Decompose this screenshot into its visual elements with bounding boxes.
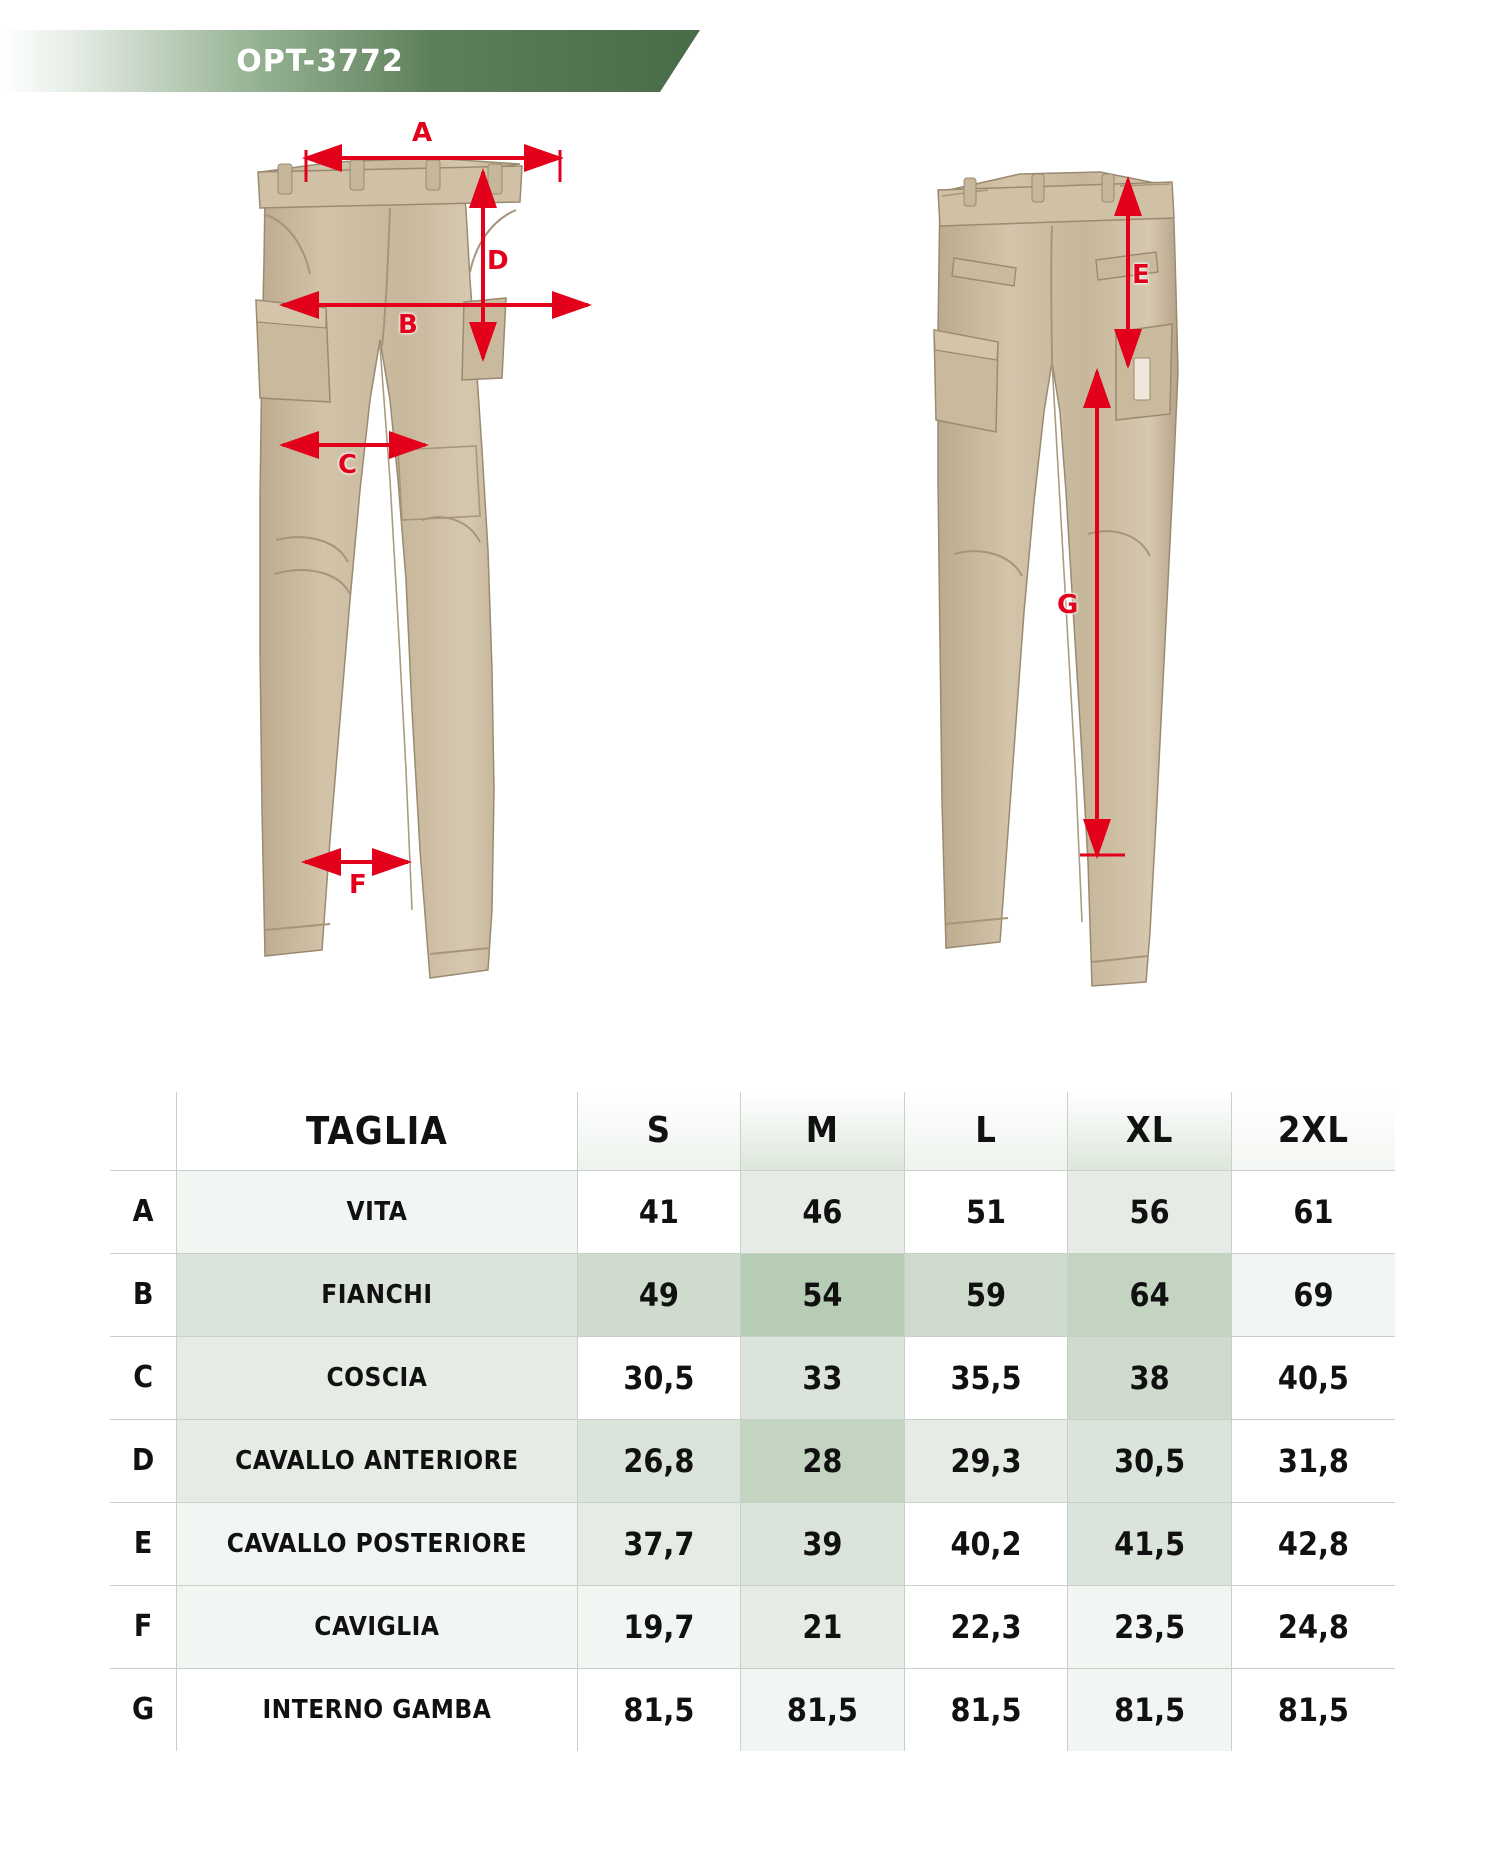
cell-c-xl: 38 <box>1068 1336 1232 1419</box>
header-size-xl: XL <box>1068 1092 1232 1170</box>
header-size-m: M <box>741 1092 905 1170</box>
header-banner <box>0 30 700 92</box>
row-code-g: G <box>110 1668 177 1751</box>
table-row <box>110 1253 1395 1336</box>
cell-d-m: 28 <box>741 1419 905 1502</box>
row-name-cavallo-anteriore: CAVALLO ANTERIORE <box>177 1419 577 1502</box>
cell-c-2xl: 40,5 <box>1231 1336 1395 1419</box>
cell-f-l: 22,3 <box>904 1585 1068 1668</box>
table-row <box>110 1170 1395 1253</box>
cell-f-2xl: 24,8 <box>1231 1585 1395 1668</box>
table-header-row <box>110 1092 1395 1170</box>
row-name-interno-gamba: INTERNO GAMBA <box>177 1668 577 1751</box>
dimension-label-c: C <box>338 450 358 480</box>
cell-b-s: 49 <box>577 1253 741 1336</box>
cell-f-xl: 23,5 <box>1068 1585 1232 1668</box>
cell-f-s: 19,7 <box>577 1585 741 1668</box>
row-name-vita: VITA <box>177 1170 577 1253</box>
cell-b-2xl: 69 <box>1231 1253 1395 1336</box>
header-size-s: S <box>577 1092 741 1170</box>
row-code-a: A <box>110 1170 177 1253</box>
table-row <box>110 1668 1395 1751</box>
header-size-2xl: 2XL <box>1231 1092 1395 1170</box>
cell-f-m: 21 <box>741 1585 905 1668</box>
cell-c-m: 33 <box>741 1336 905 1419</box>
cell-b-m: 54 <box>741 1253 905 1336</box>
row-name-fianchi: FIANCHI <box>177 1253 577 1336</box>
cell-d-s: 26,8 <box>577 1419 741 1502</box>
row-name-coscia: COSCIA <box>177 1336 577 1419</box>
cell-d-2xl: 31,8 <box>1231 1419 1395 1502</box>
size-table-body <box>110 1170 1395 1751</box>
row-name-cavallo-posteriore: CAVALLO POSTERIORE <box>177 1502 577 1585</box>
header-taglia: TAGLIA <box>177 1092 577 1170</box>
row-code-f: F <box>110 1585 177 1668</box>
table-row <box>110 1419 1395 1502</box>
cell-c-l: 35,5 <box>904 1336 1068 1419</box>
measurement-arrows-overlay <box>0 100 1500 1090</box>
cell-b-l: 59 <box>904 1253 1068 1336</box>
cell-e-2xl: 42,8 <box>1231 1502 1395 1585</box>
size-table-head <box>110 1092 1395 1170</box>
dimension-label-d: D <box>487 246 509 276</box>
header-size-l: L <box>904 1092 1068 1170</box>
row-code-c: C <box>110 1336 177 1419</box>
cell-d-xl: 30,5 <box>1068 1419 1232 1502</box>
size-table <box>110 1092 1395 1751</box>
cell-a-xl: 56 <box>1068 1170 1232 1253</box>
cell-a-m: 46 <box>741 1170 905 1253</box>
cell-e-l: 40,2 <box>904 1502 1068 1585</box>
cell-a-l: 51 <box>904 1170 1068 1253</box>
dimension-label-f: F <box>349 870 367 900</box>
cell-e-s: 37,7 <box>577 1502 741 1585</box>
cell-g-m: 81,5 <box>741 1668 905 1751</box>
cell-g-2xl: 81,5 <box>1231 1668 1395 1751</box>
dimension-label-a: A <box>412 118 433 148</box>
row-name-caviglia: CAVIGLIA <box>177 1585 577 1668</box>
cell-a-s: 41 <box>577 1170 741 1253</box>
row-code-d: D <box>110 1419 177 1502</box>
dimension-label-b: B <box>398 310 418 340</box>
cell-b-xl: 64 <box>1068 1253 1232 1336</box>
dimension-label-e: E <box>1132 260 1150 290</box>
cell-g-xl: 81,5 <box>1068 1668 1232 1751</box>
table-row <box>110 1585 1395 1668</box>
dimension-label-g: G <box>1057 590 1079 620</box>
product-code-label: OPT-3772 <box>236 43 404 79</box>
cell-a-2xl: 61 <box>1231 1170 1395 1253</box>
cell-e-xl: 41,5 <box>1068 1502 1232 1585</box>
table-row <box>110 1336 1395 1419</box>
cell-g-s: 81,5 <box>577 1668 741 1751</box>
table-row <box>110 1502 1395 1585</box>
cell-c-s: 30,5 <box>577 1336 741 1419</box>
row-code-e: E <box>110 1502 177 1585</box>
garment-illustration <box>0 100 1500 1090</box>
cell-e-m: 39 <box>741 1502 905 1585</box>
row-code-b: B <box>110 1253 177 1336</box>
header-code-col <box>110 1092 177 1170</box>
cell-g-l: 81,5 <box>904 1668 1068 1751</box>
cell-d-l: 29,3 <box>904 1419 1068 1502</box>
